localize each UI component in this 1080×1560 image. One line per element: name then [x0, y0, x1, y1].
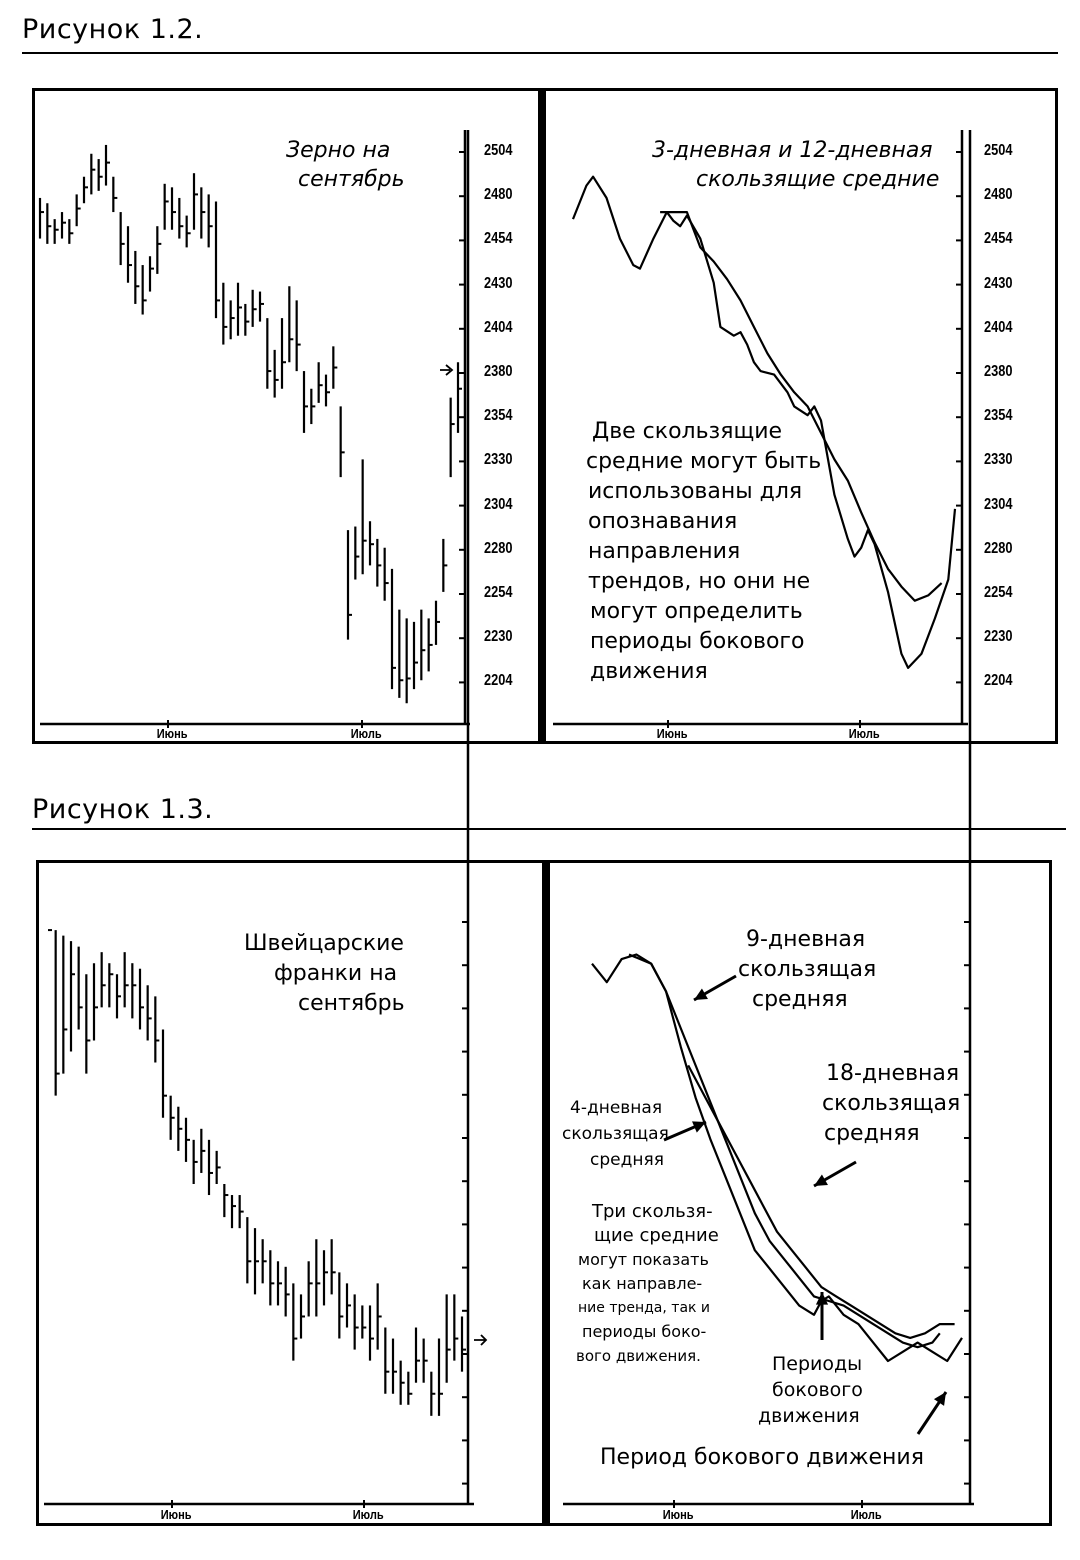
fig12-left-price-marker: [440, 365, 452, 375]
figure-1-2-title: Рисунок 1.2.: [22, 14, 204, 45]
fig13-label-18-line3: средняя: [824, 1121, 920, 1146]
fig12-left-y-tick-label: 2330: [484, 451, 513, 469]
fig12-left-y-tick-label: 2254: [484, 584, 513, 601]
fig12-left-y-tick-label: 2480: [484, 186, 513, 204]
fig12-left-y-tick-label: 2204: [484, 672, 513, 690]
fig13-label-4-line1: 4-дневная: [570, 1098, 663, 1118]
fig12-note-line: использованы для: [588, 479, 803, 504]
fig12-left-x-tick-label: Июль: [350, 726, 382, 741]
fig12-note-line: движения: [590, 659, 708, 684]
fig12-left-y-tick-label: 2230: [484, 628, 513, 646]
fig13-periods-line1: Периоды: [772, 1353, 863, 1375]
fig12-right-x-tick-label: Июнь: [656, 726, 688, 741]
fig12-left-label-line1: Зерно на: [286, 138, 391, 163]
fig12-note-line: направления: [588, 539, 741, 564]
fig12-note-line: трендов, но они не: [588, 569, 811, 594]
fig12-right-y-tick-label: 2454: [984, 230, 1013, 248]
fig13-left-price-marker: [474, 1335, 486, 1345]
fig12-right-y-tick-label: 2504: [984, 142, 1013, 159]
fig13-note-line: вого движения.: [576, 1347, 701, 1365]
fig13-label-9-line2: скользящая: [738, 957, 877, 982]
fig13-note-line: периоды боко-: [582, 1322, 707, 1341]
fig12-right-y-tick-label: 2480: [984, 186, 1013, 204]
fig12-left-y-tick-label: 2454: [484, 230, 513, 248]
fig12-right-y-tick-label: 2230: [984, 628, 1013, 646]
fig13-left-x-tick-label: Июль: [352, 1507, 384, 1522]
fig12-left-y-tick-label: 2380: [484, 363, 513, 380]
figure-1-3-title: Рисунок 1.3.: [32, 794, 214, 825]
fig12-right-y-tick-label: 2404: [984, 318, 1013, 336]
fig13-label-18-line1: 18-дневная: [826, 1061, 960, 1086]
fig13-left-x-tick-label: Июнь: [160, 1507, 192, 1522]
fig12-right-label-line2: скользящие средние: [696, 167, 940, 192]
fig12-note-line: могут определить: [590, 599, 803, 624]
fig12-right-y-tick-label: 2430: [984, 274, 1013, 292]
fig12-left-label-line2: сентябрь: [298, 167, 405, 192]
fig12-note-line: Две скользящие: [592, 419, 783, 444]
fig13-note-line: Три скользя-: [592, 1201, 713, 1222]
fig13-label-9-line1: 9-дневная: [746, 927, 866, 952]
fig12-right-label-line1: 3-дневная и 12-дневная: [652, 138, 933, 163]
fig12-left-y-tick-label: 2504: [484, 142, 513, 159]
fig12-right-y-tick-label: 2354: [984, 407, 1013, 425]
fig12-left-y-tick-label: 2430: [484, 274, 513, 292]
fig12-right-y-tick-label: 2254: [984, 584, 1013, 601]
fig12-left-y-tick-label: 2404: [484, 318, 513, 336]
fig13-left-label-line2: франки на: [274, 961, 398, 986]
fig13-label-18-line2: скользящая: [822, 1091, 961, 1116]
fig12-right-y-tick-label: 2304: [984, 495, 1013, 513]
fig13-label-4-line3: средняя: [590, 1150, 664, 1170]
fig13-note-line: как направле-: [582, 1274, 703, 1293]
fig12-right-y-tick-label: 2330: [984, 451, 1013, 469]
fig12-right-y-tick-label: 2280: [984, 539, 1013, 557]
fig13-right-x-tick-label: Июнь: [662, 1507, 694, 1522]
fig13-note-line: ние тренда, так и: [578, 1300, 711, 1316]
fig12-left-y-tick-label: 2280: [484, 539, 513, 557]
fig13-label-9-line3: средняя: [752, 987, 848, 1012]
fig13-label-4-line2: скользящая: [562, 1124, 669, 1144]
arrow-period-head: [934, 1392, 946, 1406]
fig12-left-x-tick-label: Июнь: [156, 726, 188, 741]
fig13-periods-line2: бокового: [772, 1379, 863, 1401]
fig12-right-x-tick-label: Июль: [848, 726, 880, 741]
fig13-period-label: Период бокового движения: [600, 1445, 924, 1470]
fig12-note-line: периоды бокового: [590, 629, 805, 654]
fig13-note-line: щие средние: [594, 1225, 719, 1246]
fig13-periods-line3: движения: [758, 1405, 860, 1427]
fig12-note-line: средние могут быть: [586, 449, 822, 474]
fig13-left-label-line3: сентябрь: [298, 991, 405, 1016]
fig12-note-line: опознавания: [588, 509, 738, 534]
fig13-right-x-tick-label: Июль: [850, 1507, 882, 1522]
fig12-left-y-tick-label: 2354: [484, 407, 513, 425]
fig12-right-y-tick-label: 2380: [984, 363, 1013, 380]
fig13-note-line: могут показать: [578, 1250, 709, 1269]
fig13-left-label-line1: Швейцарские: [244, 931, 404, 956]
fig12-left-y-tick-label: 2304: [484, 495, 513, 513]
fig12-right-y-tick-label: 2204: [984, 672, 1013, 690]
